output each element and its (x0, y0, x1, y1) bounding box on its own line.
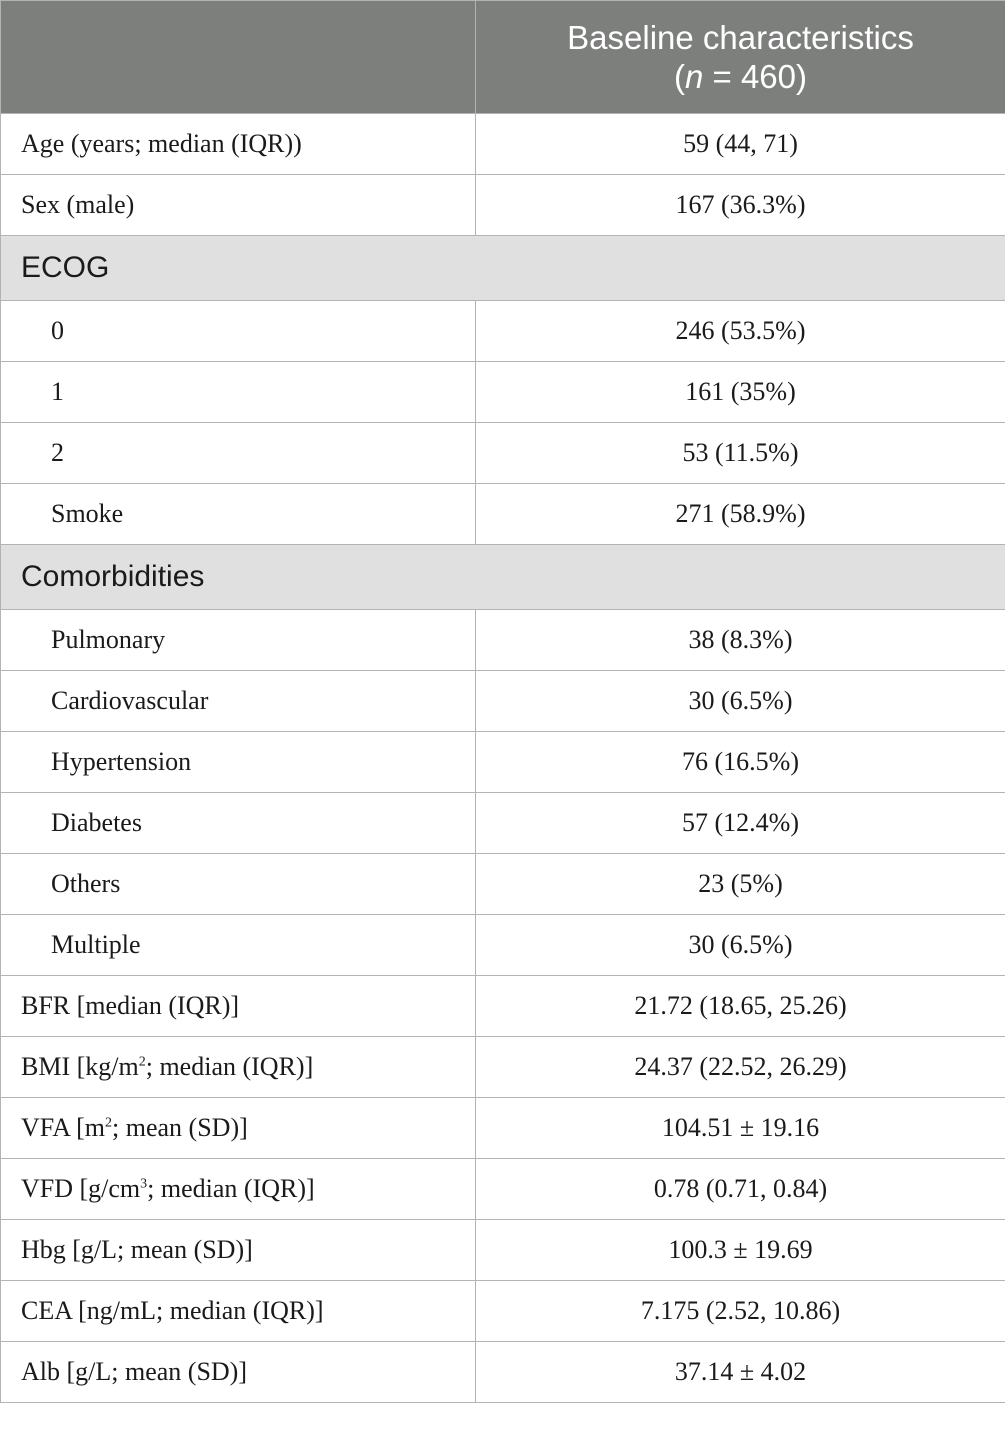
header-row (1, 1, 1005, 114)
row-label: Diabetes (1, 793, 476, 854)
row-label (1, 1037, 476, 1098)
row-value: 38 (8.3%) (476, 610, 1005, 671)
row-label: 1 (1, 362, 476, 423)
row-value: 30 (6.5%) (476, 671, 1005, 732)
header-empty-cell (1, 1, 476, 114)
table-row (1, 1220, 1005, 1281)
row-label: Multiple (1, 915, 476, 976)
label-text: ; median (IQR)] (145, 1052, 314, 1081)
row-value: 30 (6.5%) (476, 915, 1005, 976)
table-row (1, 423, 1005, 484)
row-value: 76 (16.5%) (476, 732, 1005, 793)
row-label: 0 (1, 301, 476, 362)
row-value: 104.51 ± 19.16 (476, 1098, 1005, 1159)
label-text: ; median (IQR)] (147, 1174, 315, 1203)
row-value: 100.3 ± 19.69 (476, 1220, 1005, 1281)
row-label: Alb [g/L; mean (SD)] (1, 1342, 476, 1403)
row-label: Cardiovascular (1, 671, 476, 732)
table-row (1, 301, 1005, 362)
row-value: 246 (53.5%) (476, 301, 1005, 362)
header-n-value: = 460) (703, 58, 808, 95)
row-label: CEA [ng/mL; median (IQR)] (1, 1281, 476, 1342)
section-title: ECOG (1, 236, 1005, 301)
row-value: 167 (36.3%) (476, 175, 1005, 236)
label-superscript: 2 (138, 1054, 146, 1070)
row-label: BFR [median (IQR)] (1, 976, 476, 1037)
row-value: 59 (44, 71) (476, 114, 1005, 175)
table-row (1, 175, 1005, 236)
row-value: 161 (35%) (476, 362, 1005, 423)
row-label: Pulmonary (1, 610, 476, 671)
row-value: 7.175 (2.52, 10.86) (476, 1281, 1005, 1342)
label-text: VFD [g/cm (21, 1174, 141, 1203)
section-row-comorbidities (1, 545, 1005, 610)
section-row-ecog (1, 236, 1005, 301)
row-value: 37.14 ± 4.02 (476, 1342, 1005, 1403)
table-row (1, 484, 1005, 545)
row-label (1, 1159, 476, 1220)
row-label: Hbg [g/L; mean (SD)] (1, 1220, 476, 1281)
table-row (1, 915, 1005, 976)
table-row (1, 976, 1005, 1037)
row-value: 23 (5%) (476, 854, 1005, 915)
table-row (1, 1159, 1005, 1220)
table-row (1, 732, 1005, 793)
label-superscript: 3 (140, 1176, 148, 1192)
table-row (1, 610, 1005, 671)
row-label: Sex (male) (1, 175, 476, 236)
table-row (1, 1098, 1005, 1159)
table-row (1, 1281, 1005, 1342)
header-n-prefix: ( (673, 58, 685, 95)
row-value: 0.78 (0.71, 0.84) (476, 1159, 1005, 1220)
header-title: Baseline characteristics (567, 19, 914, 56)
label-text: VFA [m (21, 1113, 106, 1142)
label-text: BMI [kg/m (21, 1052, 139, 1081)
row-value: 57 (12.4%) (476, 793, 1005, 854)
row-label (1, 1098, 476, 1159)
label-text: ; mean (SD)] (112, 1113, 248, 1142)
table-row (1, 854, 1005, 915)
row-value: 53 (11.5%) (476, 423, 1005, 484)
table-row (1, 362, 1005, 423)
row-label: Hypertension (1, 732, 476, 793)
header-baseline-characteristics (476, 1, 1005, 114)
label-superscript: 2 (105, 1115, 113, 1131)
row-value: 21.72 (18.65, 25.26) (476, 976, 1005, 1037)
header-n-variable: n (684, 58, 704, 95)
section-title: Comorbidities (1, 545, 1005, 610)
row-label: Smoke (1, 484, 476, 545)
table-row (1, 1342, 1005, 1403)
row-value: 24.37 (22.52, 26.29) (476, 1037, 1005, 1098)
row-value: 271 (58.9%) (476, 484, 1005, 545)
table-row (1, 1037, 1005, 1098)
row-label: 2 (1, 423, 476, 484)
table-row (1, 793, 1005, 854)
row-label: Age (years; median (IQR)) (1, 114, 476, 175)
table-row (1, 114, 1005, 175)
table-row (1, 671, 1005, 732)
row-label: Others (1, 854, 476, 915)
